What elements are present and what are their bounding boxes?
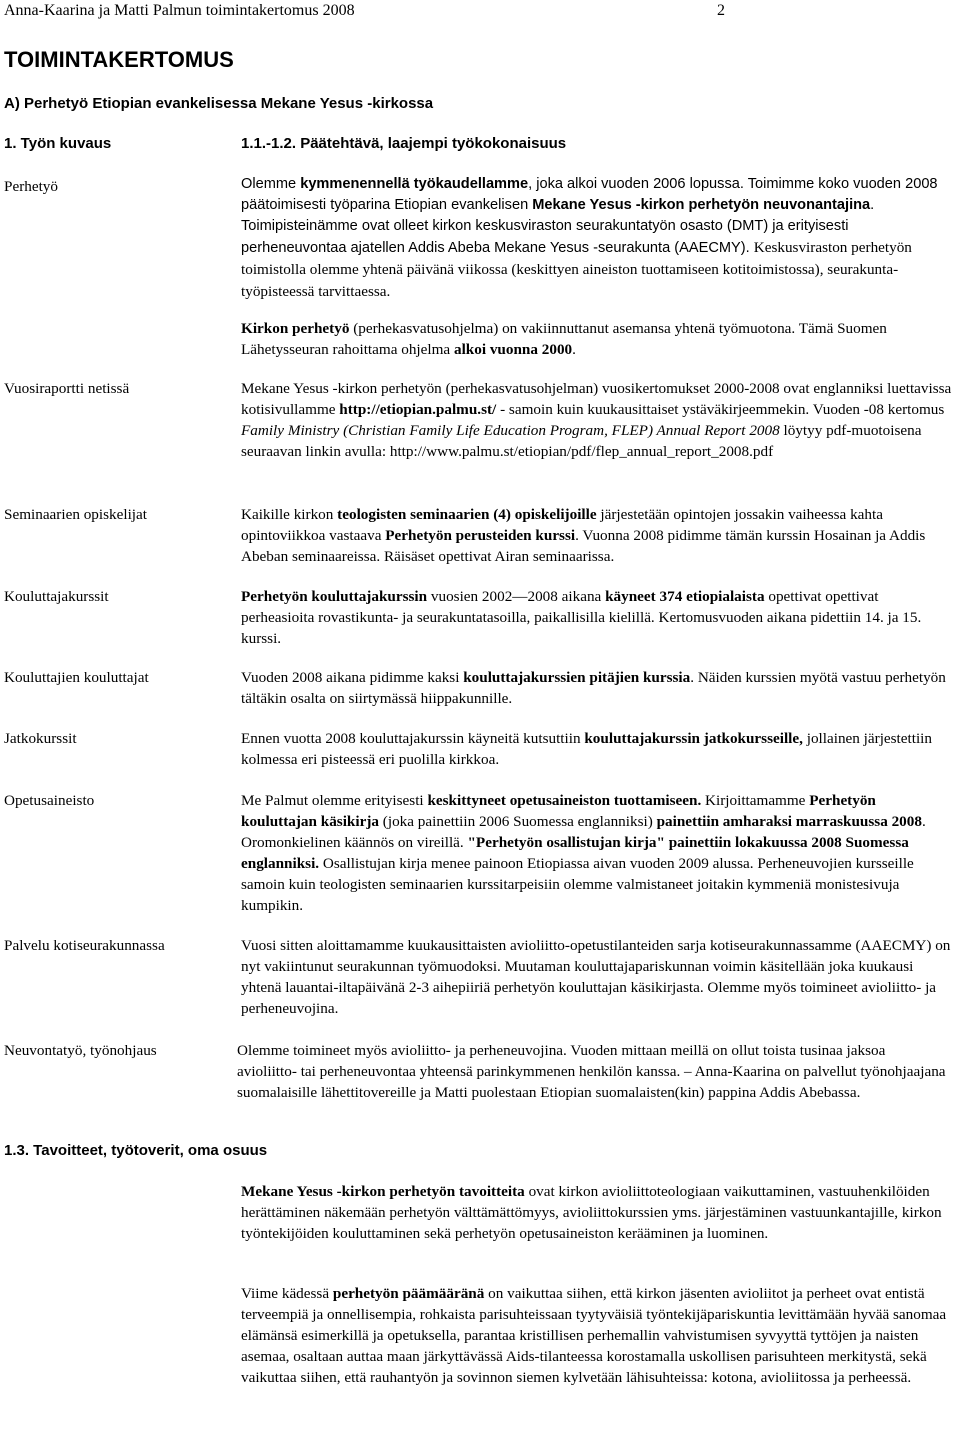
label-jatkokurssit: Jatkokurssit bbox=[4, 730, 77, 747]
section-a-heading: A) Perhetyö Etiopian evankelisessa Mekane Yesus -kirkossa bbox=[4, 95, 434, 112]
paragraph-neuvontatyo: Olemme toimineet myös avioliitto- ja perheneuvojina. Vuoden mittaan meillä on ollut toista tusinaa jaksoa avioliitto- tai perheneuvontaa yhteensä parinkymmenen henkilön kanssa. – Anna-Kaarina on palvellut työnohjaajana suomalaisille lähettitovereille ja Matti puolestaan Etiopian suomalaisten(kin) pappina Addis Abebassa. bbox=[237, 1042, 946, 1101]
paragraph-vuosiraportti: Mekane Yesus -kirkon perhetyön (perhekasvatusohjelman) vuosikertomukset 2000-2008 ovat englanniksi luettavissa kotisivullamme http://etiopian.palmu.st/ - samoin kuin kuukausittaiset ystäväkirjeemmekin. Vuoden -08 kertomus Family Ministry (Christian Family Life Education Program, FLEP) Annual Report 2008 löytyy pdf-muotoisena seuraavan linkin avulla: http://www.palmu.st/etiopian/pdf/flep_annual_report_2008.pdf bbox=[241, 380, 952, 460]
header-title: Anna-Kaarina ja Matti Palmun toimintakertomus 2008 bbox=[4, 2, 355, 19]
section-1-3-heading: 1.3. Tavoitteet, työtoverit, oma osuus bbox=[4, 1142, 268, 1159]
label-opetusaineisto: Opetusaineisto bbox=[4, 792, 95, 809]
section-1-heading: 1. Työn kuvaus bbox=[4, 135, 112, 152]
label-seminaarien: Seminaarien opiskelijat bbox=[4, 506, 147, 523]
paragraph-perhetyo: Olemme kymmenennellä työkaudellamme, joka alkoi vuoden 2006 lopussa. Toimimme koko vuoden 2008 päätoimisesti työparina Etiopian evankelisen Mekane Yesus -kirkon perhetyön neuvonantajina. Toimipisteinämme ovat olleet kirkon keskusviraston seurakuntatyön osasto (DMT) ja erityisesti perheneuvontaa ajatellen Addis Abeba Mekane Yesus -seurakunta (AAECMY). Keskusviraston perhetyön toimistolla olemme yhtenä päivänä viikossa (keskittyen aineiston tuottamiseen kotitoimistossa), seurakunta-työpisteessä tarvittaessa. bbox=[241, 176, 938, 300]
paragraph-seminaarien: Kaikille kirkon teologisten seminaarien (4) opiskelijoille järjestetään opintojen jossakin vaiheessa kahta opintoviikkoa vastaava Perhetyön perusteiden kurssi. Vuonna 2008 pidimme tämän kurssin Hosainan ja Addis Abeban seminaareissa. Räisäset opettivat Airan seminaarissa. bbox=[241, 506, 926, 565]
paragraph-kouluttajien: Vuoden 2008 aikana pidimme kaksi kouluttajakurssien pitäjien kurssia. Näiden kurssien myötä vastuu perhetyön tältäkin osalta on siirtymässä hiippakunnille. bbox=[241, 669, 946, 707]
paragraph-paamaara: Viime kädessä perhetyön päämääränä on vaikuttaa siihen, että kirkon jäsenten avioliitot ja perheet ovat entistä terveempiä ja onnellisempia, rohkaista parisuhteissaan tyytyväisiä työntekijäpariskuntia levittämään hyvää sanomaa elämänsä esimerkillä ja opetuksella, parantaa kristillisen perhemallin vahvistumisen syvyyttä tyttöjen ja naisten asemaa, osaltaan auttaa maan järkyttävässä Aids-tilanteessa korostamalla uskollisen parisuhteen merkitystä, sekä vaikuttaa siihen, että rauhantyön ja sovinnon siemen kylvetään lähisuhteissa: kotona, avioliitossa ja perheessä. bbox=[241, 1285, 947, 1386]
section-1-subheading: 1.1.-1.2. Päätehtävä, laajempi työkokonaisuus bbox=[241, 135, 567, 152]
label-kouluttajakurssit: Kouluttajakurssit bbox=[4, 588, 109, 605]
paragraph-kouluttajakurssit: Perhetyön kouluttajakurssin vuosien 2002—2008 aikana käyneet 374 etiopialaista opettivat opettivat perheasioita rovastikunta- ja seurakuntatasoilla, paikallisilla kielillä. Kertomusvuoden aikana pidettiin 14. ja 15. kurssi. bbox=[241, 588, 922, 647]
paragraph-tavoitteet: Mekane Yesus -kirkon perhetyön tavoitteita ovat kirkon avioliittoteologiaan vaikuttaminen, vastuuhenkilöiden herättäminen näkemään perhetyön välttämättömyys, avioliittokurssien yms. järjestäminen vastuunkantajille, kirkon työntekijöiden kouluttaminen sekä perhetyön opetusaineiston kerääminen ja luominen. bbox=[241, 1183, 942, 1242]
paragraph-palvelu: Vuosi sitten aloittamamme kuukausittaisten avioliitto-opetustilanteiden sarja kotiseurakunnassamme (AAECMY) on nyt vakiintunut seurakunnan työmuodoksi. Muutaman kouluttajapariskunnan voimin käsitellään joka kuukausi yhtenä lauantai-iltapäivänä 2-3 aihepiiriä perhetyön kouluttajan käsikirjasta. Olemme myös toimineet avioliitto- ja perheneuvojina. bbox=[241, 937, 951, 1017]
paragraph-jatkokurssit: Ennen vuotta 2008 kouluttajakurssin käyneitä kutsuttiin kouluttajakurssin jatkokursseille, jollainen järjestettiin kolmessa eri pisteessä eri puolilla kirkkoa. bbox=[241, 730, 932, 768]
paragraph-opetusaineisto: Me Palmut olemme erityisesti keskittyneet opetusaineiston tuottamiseen. Kirjoittamamme Perhetyön kouluttajan käsikirja (joka painettiin 2006 Suomessa englanniksi) painettiin amharaksi marraskuussa 2008. Oromonkielinen käännös on vireillä. "Perhetyön osallistujan kirja" painettiin lokakuussa 2008 Suomessa englanniksi. Osallistujan kirja menee painoon Etiopiassa aivan vuoden 2009 alussa. Perheneuvojien kursseille samoin kuin teologisten seminaarien kurssitarpeisiin olemme valmistaneet joitakin kymmeniä monistesivuja kumpikin. bbox=[241, 792, 926, 914]
paragraph-kirkon-perhetyo: Kirkon perhetyö (perhekasvatusohjelma) on vakiinnuttanut asemansa yhtenä työmuotona. Tämä Suomen Lähetysseuran rahoittama ohjelma alkoi vuonna 2000. bbox=[241, 320, 887, 358]
document-title: TOIMINTAKERTOMUS bbox=[4, 47, 234, 72]
label-neuvontatyo: Neuvontatyö, työnohjaus bbox=[4, 1042, 157, 1059]
label-kouluttajien: Kouluttajien kouluttajat bbox=[4, 669, 149, 686]
label-vuosiraportti: Vuosiraportti netissä bbox=[4, 380, 130, 397]
label-palvelu: Palvelu kotiseurakunnassa bbox=[4, 937, 165, 954]
page-number: 2 bbox=[717, 2, 725, 19]
label-perhetyo: Perhetyö bbox=[4, 178, 58, 195]
